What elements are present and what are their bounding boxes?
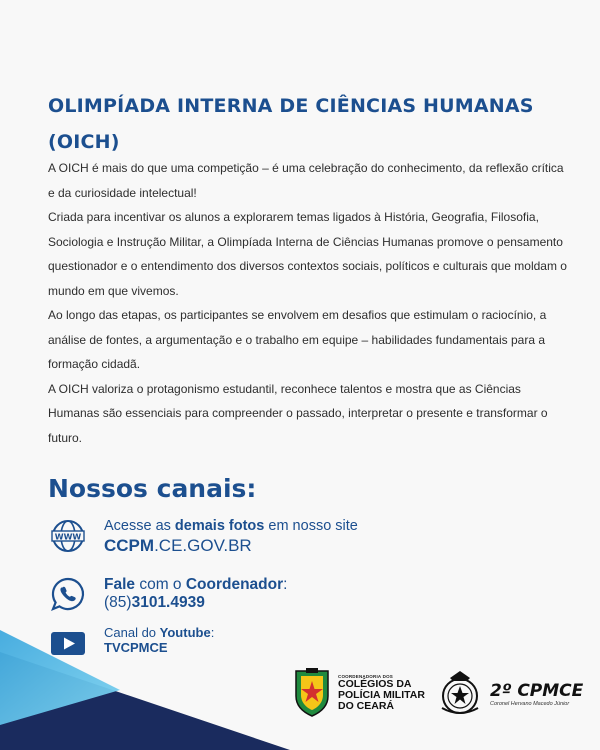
coord-text-mid: com o [135, 576, 186, 593]
paragraph-intro: A OICH é mais do que uma competição – é uma celebração do conhecimento, da reflexão crítica e da curiosidade intelectual! [48, 161, 564, 200]
site-text-post: em nosso site [264, 518, 358, 534]
colegios-logo-top: COORDENADORIA DOS [338, 674, 393, 679]
coord-phone[interactable] [104, 594, 287, 612]
colegios-logo-line1: COLÉGIOS DA [338, 678, 412, 690]
globe-www-icon [50, 518, 86, 554]
paragraph-stages: Ao longo das etapas, os participantes se envolvem em desafios que estimulam o raciocínio, a análise de fontes, a argumentação e o trabalho em equipe – habilidades fundamentais para a formação cidadã. [48, 308, 547, 371]
yt-text-colon: : [210, 625, 215, 640]
site-url-rest: .CE.GOV.BR [154, 536, 252, 555]
svg-text:WWW: WWW [54, 532, 82, 542]
channel-website[interactable] [50, 518, 358, 554]
site-text-pre: Acesse as [104, 518, 175, 534]
title-line-2: (OICH) [48, 131, 120, 153]
coord-text-bold2: Coordenador [185, 576, 284, 593]
site-text-bold: demais fotos [174, 518, 265, 534]
colegios-logo-line3: DO CEARÁ [338, 700, 395, 712]
channel-coordinator[interactable] [50, 576, 287, 612]
crest-emblem-icon [436, 668, 484, 720]
title-line-1: OLIMPÍADA INTERNA DE CIÊNCIAS HUMANAS [48, 95, 534, 117]
yt-text-bold: Youtube [159, 625, 211, 640]
youtube-icon [50, 625, 86, 661]
cpmce-logo-sub: Coronel Hervano Macedo Júnior [490, 701, 570, 707]
cpmce-logo-main: 2º CPMCE [490, 681, 584, 701]
shield-emblem-icon [292, 668, 332, 718]
description-body [48, 156, 568, 450]
colegios-pm-logo [292, 668, 425, 718]
yt-text-pre: Canal do [104, 625, 160, 640]
site-url-link[interactable] [104, 537, 358, 554]
channels-heading: Nossos canais: [48, 474, 257, 503]
whatsapp-icon [50, 576, 86, 612]
yt-handle[interactable]: TVCPMCE [104, 640, 168, 655]
coord-text-bold1: Fale [104, 576, 136, 593]
coord-phone-number: 3101.4939 [131, 594, 205, 611]
coord-text-colon: : [283, 576, 288, 593]
channel-youtube[interactable] [50, 625, 214, 661]
site-url-bold: CCPM [104, 536, 155, 555]
colegios-logo-line2: POLÍCIA MILITAR [338, 689, 425, 701]
cpmce-logo [436, 668, 583, 720]
paragraph-purpose: Criada para incentivar os alunos a explorarem temas ligados à História, Geografia, Filosofia, Sociologia e Instrução Militar, a Olimpíada Interna de Ciências Humanas promove o pensamento questionador e o entendimento dos diversos contextos sociais, políticos e culturais que moldam o mundo em que vivemos. [48, 210, 567, 298]
coord-phone-area: (85) [104, 594, 132, 611]
paragraph-value: A OICH valoriza o protagonismo estudantil, reconhece talentos e mostra que as Ciências Humanas são essenciais para compreender o passado, interpretar o presente e transformar o futuro. [48, 381, 548, 445]
page-title [48, 88, 568, 160]
